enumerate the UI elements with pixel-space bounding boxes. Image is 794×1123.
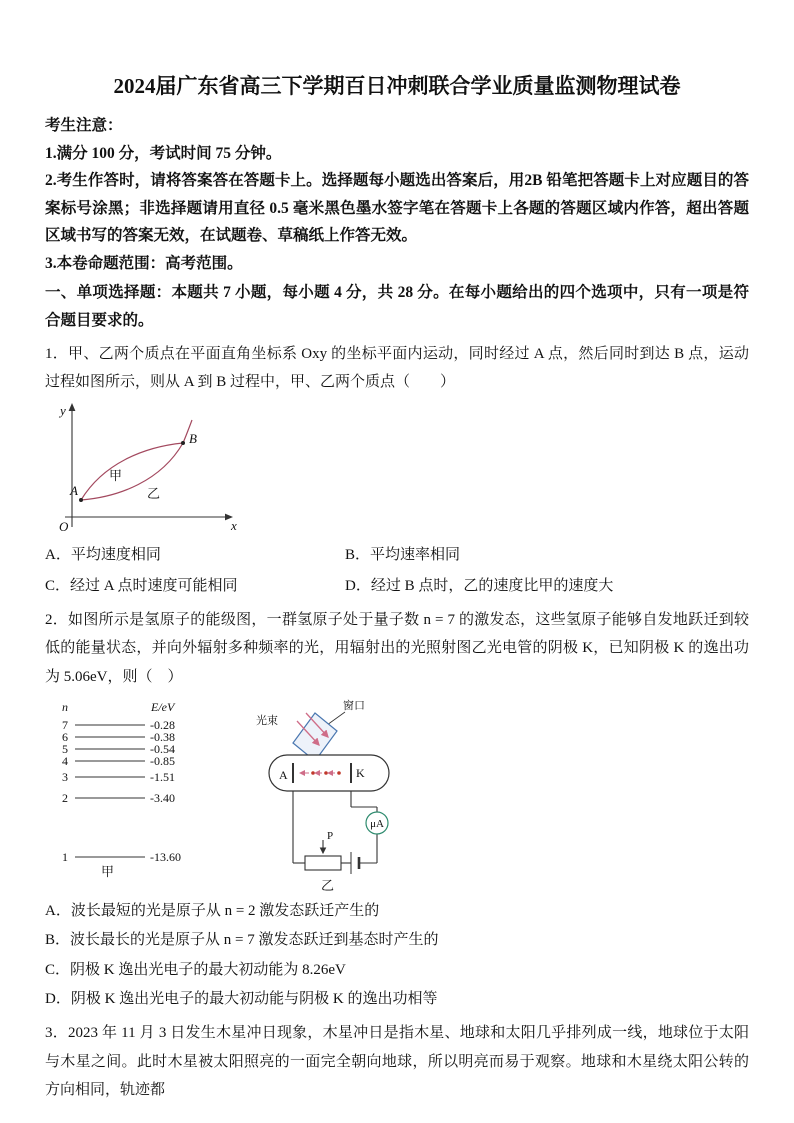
- q2-figures-wrap: [55, 697, 749, 895]
- svg-text:-0.38: -0.38: [150, 730, 175, 745]
- q1-option-d: D．经过 B 点时，乙的速度比甲的速度大: [345, 578, 614, 595]
- svg-text:5: 5: [62, 742, 68, 757]
- svg-text:4: 4: [62, 754, 68, 769]
- svg-text:-13.60: -13.60: [150, 850, 181, 865]
- q1-option-a: A．平均速度相同: [45, 546, 161, 563]
- energy-axis-label: E/eV: [151, 700, 175, 715]
- curve-jia-label: 甲: [109, 467, 123, 483]
- curve-yi-label: 乙: [147, 485, 161, 501]
- point-b-label: B: [189, 430, 197, 446]
- svg-text:3: 3: [62, 770, 68, 785]
- curve-yi: [81, 420, 192, 500]
- n-axis-label: n: [62, 700, 68, 715]
- q1-options: [45, 544, 749, 598]
- window-snout: [293, 713, 337, 761]
- window-label: 窗口: [343, 700, 365, 713]
- q1-figure-wrap: [55, 401, 749, 540]
- q2-option-b: B．波长最长的光是原子从 n = 7 激发态跃迁到基态时产生的: [45, 932, 439, 949]
- slider-label: P: [327, 830, 334, 843]
- microammeter-label: μA: [370, 818, 384, 831]
- point-a-label: A: [70, 482, 78, 498]
- notice-item-2: 2.考生作答时，请将答案答在答题卡上。选择题每小题选出答案后，用2B 铅笔把答题卡上对应题目的答案标号涂黑；非选择题请用直径 0.5 毫米黑色墨水签字笔在答题卡上各题的答题区域内作答，超出答题区域书写的答案无效，在试题卷、草稿纸上作答无效。: [45, 172, 749, 245]
- q2-options: [45, 897, 749, 1014]
- x-axis-label: x: [231, 517, 237, 533]
- svg-text:6: 6: [62, 730, 68, 745]
- page-title: 2024届广东省高三下学期百日冲刺联合学业质量监测物理试卷: [113, 74, 681, 98]
- q2-energy-level-diagram: [55, 697, 207, 879]
- svg-text:-3.40: -3.40: [150, 791, 175, 806]
- svg-text:1: 1: [62, 850, 68, 865]
- rheostat: [305, 856, 341, 870]
- q2-option-a: A．波长最短的光是原子从 n = 2 激发态跃迁产生的: [45, 903, 380, 920]
- svg-text:-0.54: -0.54: [150, 742, 175, 757]
- q1-option-c: C．经过 A 点时速度可能相同: [45, 578, 238, 595]
- svg-text:-1.51: -1.51: [150, 770, 175, 785]
- phototube-caption: 乙: [321, 878, 335, 894]
- circuit-wires: [293, 791, 377, 863]
- axes: [65, 408, 228, 527]
- notice-item-1: 1.满分 100 分，考试时间 75 分钟。: [45, 144, 282, 162]
- q3-stem: 3．2023 年 11 月 3 日发生木星冲日现象，木星冲日是指木星、地球和太阳几乎排列成一线，地球位于太阳与木星之间。此时木星被太阳照亮的一面完全朝向地球，所以明亮而易于观察。地球和木星绕太阳公转的方向相同，轨迹都: [45, 1025, 749, 1099]
- svg-text:7: 7: [62, 718, 68, 733]
- q1-stem: 1．甲、乙两个质点在平面直角坐标系 Oxy 的坐标平面内运动，同时经过 A 点，然后同时到达 B 点，运动过程如图所示，则从 A 到 B 过程中，甲、乙两个质点（ ）: [45, 345, 749, 391]
- energy-level-values: [150, 718, 181, 864]
- y-axis-arrow-icon: [69, 403, 76, 411]
- point-b-dot: [181, 441, 185, 445]
- origin-label: O: [59, 518, 69, 534]
- energy-level-n-labels: [62, 718, 68, 864]
- q2-phototube-diagram: [255, 697, 430, 895]
- q2-option-c: C．阴极 K 逸出光电子的最大初动能为 8.26eV: [45, 961, 346, 978]
- svg-text:-0.28: -0.28: [150, 718, 175, 733]
- section-heading: 一、单项选择题：本题共 7 小题，每小题 4 分，共 28 分。在每小题给出的四个选项中，只有一项是符合题目要求的。: [45, 284, 749, 330]
- anode-label: A: [279, 768, 288, 783]
- energy-levels: [75, 725, 145, 857]
- window-leader-line: [327, 712, 345, 725]
- battery-icon: [351, 852, 359, 874]
- y-axis-label: y: [60, 402, 66, 418]
- beam-label: 光束: [256, 715, 278, 728]
- notice-item-3: 3.本卷命题范围：高考范围。: [45, 254, 243, 272]
- q1-motion-figure: [55, 401, 245, 535]
- curve-jia: [81, 443, 183, 500]
- notice-heading: 考生注意：: [45, 117, 123, 134]
- energy-diagram-caption: 甲: [101, 864, 115, 880]
- q1-option-b: B．平均速率相同: [345, 546, 461, 563]
- svg-text:-0.85: -0.85: [150, 754, 175, 769]
- svg-text:2: 2: [62, 791, 68, 806]
- q2-option-d: D．阴极 K 逸出光电子的最大初动能与阴极 K 的逸出功相等: [45, 990, 438, 1007]
- point-a-dot: [79, 498, 83, 502]
- q2-stem: 2．如图所示是氢原子的能级图，一群氢原子处于量子数 n = 7 的激发态，这些氢原子能够自发地跃迁到较低的能量状态，并向外辐射多种频率的光，用辐射出的光照射图乙光电管的阴极 K，已知阴极 K 的逸出功为 5.06eV，则（ ）: [45, 611, 749, 685]
- cathode-label: K: [356, 766, 365, 781]
